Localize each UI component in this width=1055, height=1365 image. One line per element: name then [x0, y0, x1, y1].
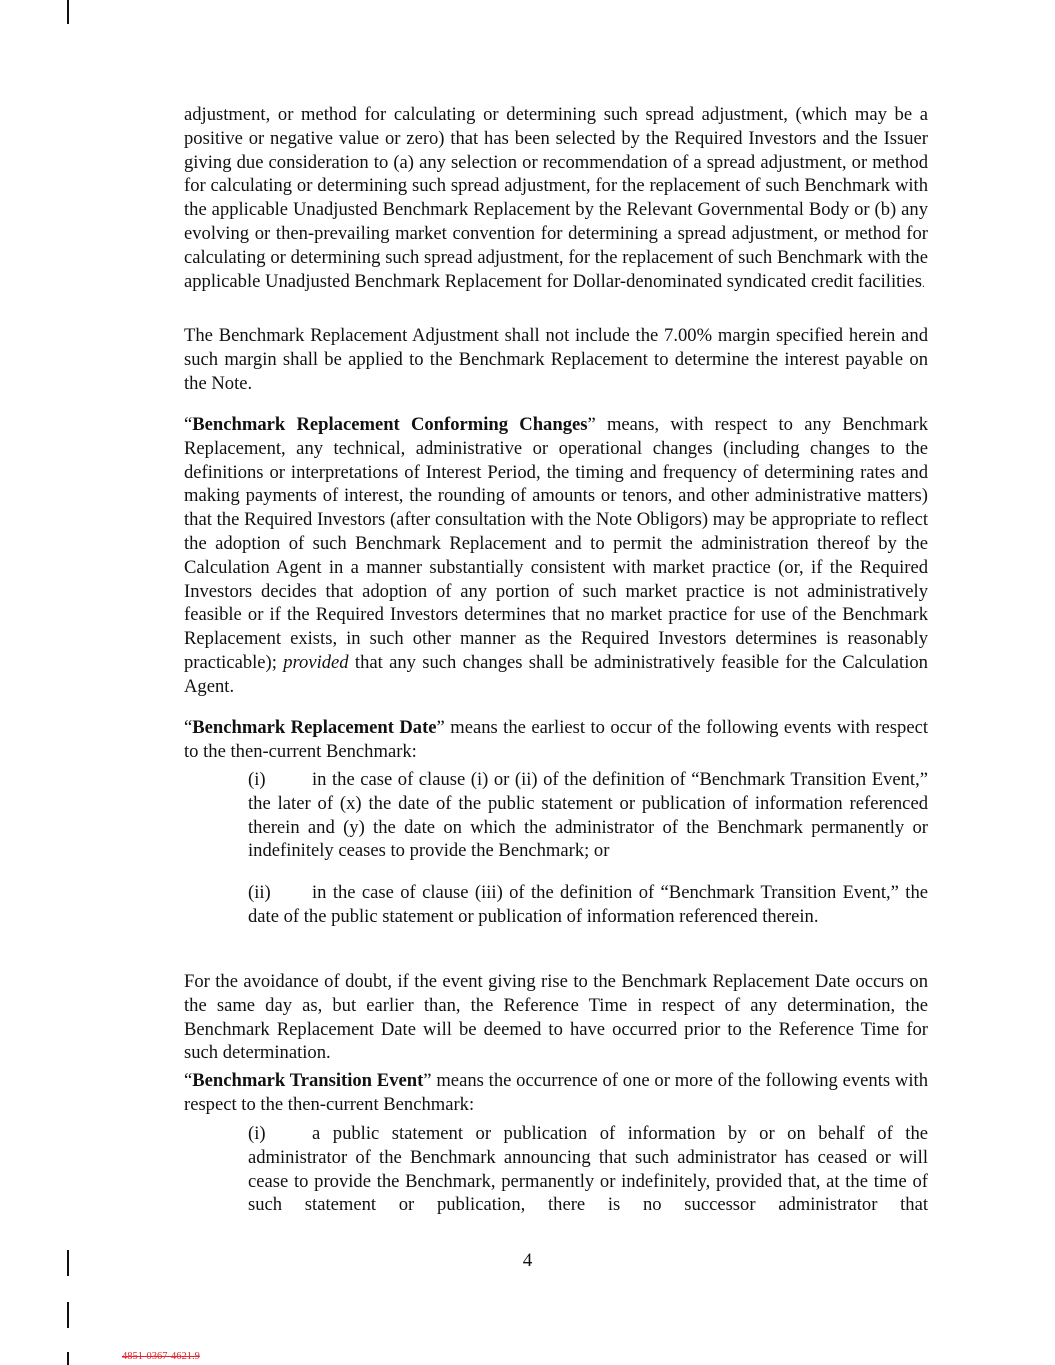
conforming-changes-definition — [184, 413, 928, 699]
paragraph-text: adjustment, or method for calculating or determining such spread adjustment, (which may be a positive or negative value or zero) that has been selected by the Required Investors and the Issuer giving due consideration to (a) any selection or recommendation of a spread adjustment, or method for calculating or determining such spread adjustment, for the replacement of such Benchmark with the applicable Unadjusted Benchmark Replacement by the Relevant Governmental Body or (b) any evolving or then-prevailing market convention for determining a spread adjustment, or method for calculating or determining such spread adjustment, for the replacement of such Benchmark with the applicable Unadjusted Benchmark Replacement for Dollar-denominated syndicated credit facilities — [184, 104, 928, 292]
italic-proviso: provided — [283, 651, 349, 673]
paragraph-period: . — [921, 275, 925, 290]
definition-text: ” means, with respect to any Benchmark Replacement, any technical, administrative or operational changes (including changes to the definitions or interpretations of Interest Period, the timing and frequency of determining rates and making payments of interest, the rounding of amounts or tenors, and other administrative matters) that the Required Investors (after consultation with the Note Obligors) may be appropriate to reflect the adoption of such Benchmark Replacement and to permit the administration thereof by the Calculation Agent in a manner substantially consistent with market practice (or, if the Required Investors decides that adoption of any portion of such market practice is not administratively feasible or if the Required Investors determines that no market practice for use of the Benchmark Replacement exists, in such other manner as the Required Investors determines is reasonably practicable); — [184, 414, 928, 673]
open-quote: “ — [184, 414, 193, 435]
open-quote: “ — [184, 1070, 193, 1091]
change-bar — [67, 0, 69, 24]
margin-exclusion-paragraph — [184, 324, 928, 395]
spread-adjustment-paragraph — [184, 103, 928, 295]
document-id-deleted: 4851-0367-4621.9 — [122, 1351, 200, 1362]
replacement-date-definition — [184, 716, 928, 764]
item-text: in the case of clause (iii) of the definition of “Benchmark Transition Event,” the date of the public statement or publication of information referenced therein. — [248, 882, 928, 927]
paragraph-text: For the avoidance of doubt, if the event giving rise to the Benchmark Replacement Date occurs on the same day as, but earlier than, the Reference Time in respect of any determination, the Benchmark Replacement Date will be deemed to have occurred prior to the Reference Time for such determination. — [184, 971, 928, 1064]
definition-text: ” means the occurrence of one or more of the following events with respect to the then-current Benchmark: — [184, 1070, 928, 1115]
open-quote: “ — [184, 717, 193, 738]
definition-tail: that any such changes shall be administratively feasible for the Calculation Agent. — [184, 651, 928, 697]
avoidance-of-doubt-paragraph — [184, 970, 928, 1065]
defined-term: Benchmark Replacement Date — [192, 717, 437, 738]
page-number: 4 — [522, 1250, 533, 1271]
transition-event-definition — [184, 1069, 928, 1117]
item-number: (ii) — [248, 882, 271, 903]
item-text: a public statement or publication of information by or on behalf of the administrator of the Benchmark announcing that such administrator has ceased or will cease to provide the Benchmark, permanently or indefinitely, provided that, at the time of such statement or publication, there is no successor administrator that — [248, 1123, 928, 1216]
item-number: (i) — [248, 1123, 266, 1144]
defined-term: Benchmark Transition Event — [192, 1070, 424, 1091]
transition-event-item-i — [248, 1122, 928, 1217]
item-text: in the case of clause (i) or (ii) of the definition of “Benchmark Transition Event,” the later of (x) the date of the public statement or publication of information referenced therein and (y) the date on which the administrator of the Benchmark permanently or indefinitely ceases to provide the Benchmark; or — [248, 769, 928, 862]
replacement-date-item-ii — [248, 881, 928, 929]
item-number: (i) — [248, 769, 266, 790]
paragraph-text: The Benchmark Replacement Adjustment shall not include the 7.00% margin specified herein and such margin shall be applied to the Benchmark Replacement to determine the interest payable on the Note. — [184, 325, 928, 394]
definition-text: ” means the earliest to occur of the following events with respect to the then-current Benchmark: — [184, 717, 928, 762]
change-bar — [67, 1302, 69, 1328]
defined-term: Benchmark Replacement Conforming Changes — [192, 414, 588, 435]
replacement-date-item-i — [248, 768, 928, 863]
change-bar — [67, 1352, 69, 1365]
